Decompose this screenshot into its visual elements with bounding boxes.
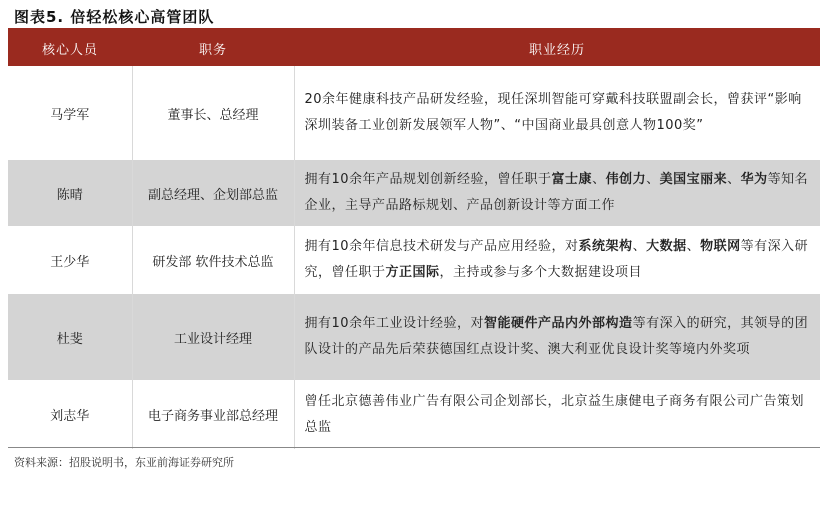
person-name: 杜斐 bbox=[8, 294, 132, 380]
experience-text: 20余年健康科技产品研发经验，现任深圳智能可穿戴科技联盟副会长，曾获评“影响深圳装备工业创新发展领军人物”、“中国商业最具创意人物100奖” bbox=[304, 92, 802, 133]
header-name: 核心人员 bbox=[8, 30, 132, 66]
table-row bbox=[8, 226, 820, 294]
person-name: 马学军 bbox=[8, 66, 132, 160]
table-row bbox=[8, 380, 820, 449]
header-experience: 职业经历 bbox=[294, 30, 820, 66]
table-row bbox=[8, 66, 820, 160]
experience-highlight: 系统架构 bbox=[578, 239, 633, 254]
experience-highlight: 华为 bbox=[740, 172, 768, 187]
experience-highlight: 方正国际 bbox=[385, 265, 440, 280]
experience-text: 、 bbox=[632, 239, 647, 254]
experience-text: 、 bbox=[727, 172, 741, 187]
header-role: 职务 bbox=[132, 30, 294, 66]
table-row bbox=[8, 294, 820, 380]
experience-text: 拥有10余年信息技术研发与产品应用经验，对 bbox=[304, 239, 579, 254]
person-role: 研发部 软件技术总监 bbox=[132, 226, 294, 294]
experience-highlight: 伟创力 bbox=[605, 172, 647, 187]
experience-text: 等有深入的研究，其领导的团队设计的产品先后荣获德国红点设计奖、澳大利亚优良设计奖等境内外奖项 bbox=[304, 316, 809, 357]
table-row bbox=[8, 160, 820, 226]
person-experience bbox=[294, 294, 820, 380]
table-bottom-divider bbox=[8, 447, 820, 448]
experience-text: 等有深入研究，曾任职于 bbox=[304, 239, 809, 280]
experience-highlight: 物联网 bbox=[700, 239, 741, 254]
person-name: 王少华 bbox=[8, 226, 132, 294]
experience-text: 等知名企业，主导产品路标规划、产品创新设计等方面工作 bbox=[304, 172, 809, 213]
person-experience bbox=[294, 380, 820, 449]
experience-highlight: 美国宝丽来 bbox=[659, 172, 728, 187]
person-role: 工业设计经理 bbox=[132, 294, 294, 380]
experience-text: 、 bbox=[592, 172, 606, 187]
person-role: 董事长、总经理 bbox=[132, 66, 294, 160]
experience-highlight: 大数据 bbox=[646, 239, 687, 254]
experience-highlight: 智能硬件产品内外部构造 bbox=[484, 316, 633, 331]
person-name: 陈晴 bbox=[8, 160, 132, 226]
figure-title: 图表5. 倍轻松核心高管团队 bbox=[14, 8, 215, 26]
experience-text: 拥有10余年产品规划创新经验，曾任职于 bbox=[304, 172, 552, 187]
person-role: 电子商务事业部总经理 bbox=[132, 380, 294, 449]
executive-table bbox=[8, 30, 820, 449]
experience-text: ，主持或参与多个大数据建设项目 bbox=[439, 265, 643, 280]
experience-highlight: 富士康 bbox=[551, 172, 593, 187]
person-experience bbox=[294, 226, 820, 294]
source-note: 资料来源：招股说明书，东亚前海证券研究所 bbox=[14, 456, 234, 469]
experience-text: 曾任北京德善伟业广告有限公司企划部长，北京益生康健电子商务有限公司广告策划总监 bbox=[304, 393, 805, 435]
experience-text: 、 bbox=[686, 239, 701, 254]
person-role: 副总经理、企划部总监 bbox=[132, 160, 294, 226]
person-experience bbox=[294, 160, 820, 226]
person-experience bbox=[294, 66, 820, 160]
experience-text: 拥有10余年工业设计经验，对 bbox=[304, 316, 485, 331]
table-header-row bbox=[8, 30, 820, 66]
person-name: 刘志华 bbox=[8, 380, 132, 449]
experience-text: 、 bbox=[646, 172, 660, 187]
